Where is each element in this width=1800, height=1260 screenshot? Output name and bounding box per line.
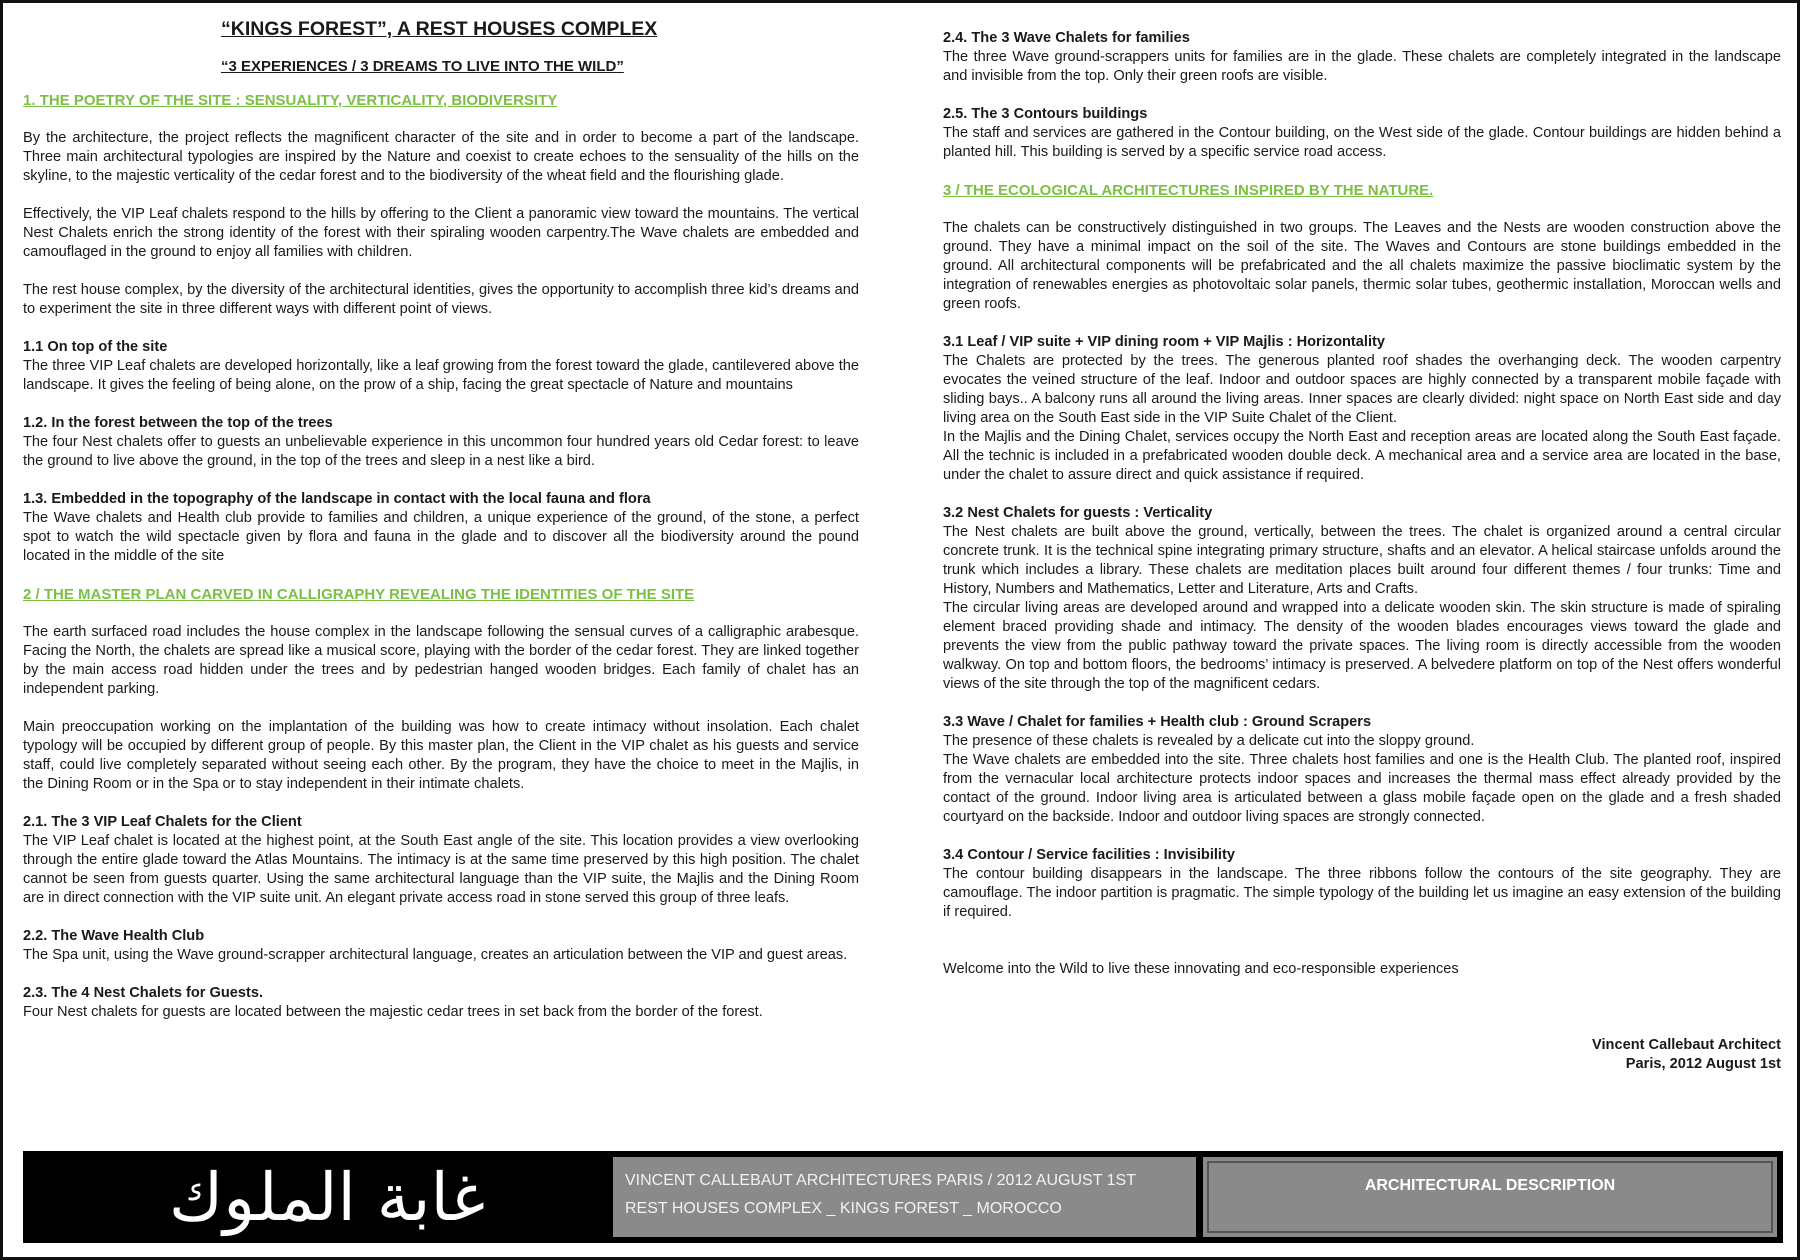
subsection-heading: 1.1 On top of the site	[23, 339, 168, 355]
subsection-text: Four Nest chalets for guests are located between the majestic cedar trees in set back from the border of the forest.	[23, 1004, 763, 1020]
footer-line-1: VINCENT CALLEBAUT ARCHITECTURES PARIS / 2012 AUGUST 1ST	[625, 1172, 1136, 1189]
subsection-heading: 2.3. The 4 Nest Chalets for Guests.	[23, 985, 264, 1001]
subsection-text: The circular living areas are developed around and wrapped into a delicate wooden skin. The skin structure is made of spiraling element braced providing shade and intimacy. The density of the wooden blades encourages views toward the glade and prevents the view from the public pathway toward the private spaces. The living room is directly accessible from the wooden walkway. On top and bottom floors, the bedrooms’ intimacy is preserved. A belvedere platform on top of the Nest offers wonderful views of the site through the top of the magnificent cedars.	[943, 600, 1781, 692]
subsection-2-3	[23, 984, 859, 1022]
subsection-heading: 1.2. In the forest between the top of the trees	[23, 415, 333, 431]
subsection-heading: 3.4 Contour / Service facilities : Invisibility	[943, 847, 1235, 863]
subsection-text: The four Nest chalets offer to guests an unbelievable experience in this uncommon four hundred years old Cedar forest: to leave the ground to live above the ground, in the top of the trees and sleep in a nest like a bird.	[23, 434, 859, 469]
signature-name: Vincent Callebaut Architect	[1592, 1037, 1781, 1053]
signature	[943, 1036, 1781, 1074]
subsection-text: The three Wave ground-scrappers units for families are in the glade. These chalets are completely integrated in the landscape and invisible from the top. Only their green roofs are visible.	[943, 49, 1781, 84]
footer-label: ARCHITECTURAL DESCRIPTION	[1207, 1161, 1773, 1233]
section-3-heading: 3 / THE ECOLOGICAL ARCHITECTURES INSPIRED BY THE NATURE.	[943, 182, 1434, 199]
subsection-text: The Spa unit, using the Wave ground-scrapper architectural language, creates an articulation between the VIP and guest areas.	[23, 947, 848, 963]
footer-label-panel	[1203, 1157, 1777, 1237]
subsection-2-5	[943, 105, 1781, 162]
subsection-3-3	[943, 713, 1781, 827]
subsection-1-1	[23, 338, 859, 395]
subsection-text: The three VIP Leaf chalets are developed horizontally, like a leaf growing from the forest toward the glade, cantilevered above the landscape. It gives the feeling of being alone, on the prow of a ship, facing the great spectacle of Nature and mountains	[23, 358, 859, 393]
left-column	[23, 17, 859, 1041]
footer-info-panel	[613, 1157, 1196, 1237]
subsection-1-2	[23, 414, 859, 471]
paragraph: By the architecture, the project reflects the magnificent character of the site and in order to become a part of the landscape. Three main architectural typologies are inspired by the Nature and coexist to create echoes to the sensuality of the hills on the skyline, to the majestic verticality of the cedar forest and to the biodiversity of the wheat field and the flourishing glade.	[23, 130, 859, 184]
subsection-heading: 3.1 Leaf / VIP suite + VIP dining room + VIP Majlis : Horizontality	[943, 334, 1385, 350]
paragraph: The rest house complex, by the diversity of the architectural identities, gives the opportunity to accomplish three kid’s dreams and to experiment the site in three different ways with different point of views.	[23, 282, 859, 317]
subsection-text: The Wave chalets are embedded into the site. Three chalets host families and one is the Health Club. The planted roof, inspired from the vernacular local architecture protects indoor spaces and increases the thermal mass effect already provided by the contact of the ground. Indoor living area is articulated between a glass mobile façade open on the glade and a fresh shaded courtyard on the backside. Indoor and outdoor living spaces are strongly connected.	[943, 752, 1781, 825]
document-title: “KINGS FOREST”, A REST HOUSES COMPLEX	[221, 18, 658, 40]
subsection-2-4	[943, 29, 1781, 86]
paragraph: The earth surfaced road includes the house complex in the landscape following the sensual curves of a calligraphic arabesque. Facing the North, the chalets are spread like a musical score, playing with the border of the cedar forest. They are linked together by the main access road hidden under the trees and by pedestrian hanged wooden bridges. Each family of chalet has an independent parking.	[23, 624, 859, 697]
subsection-2-1	[23, 813, 859, 908]
subsection-heading: 2.5. The 3 Contours buildings	[943, 106, 1148, 122]
subsection-text: The Nest chalets are built above the ground, vertically, between the trees. The chalet is organized around a central circular concrete trunk. It is the technical spine integrating primary structure, shafts and an elevator. A helical staircase unfolds around the trunk which includes a library. These chalets are meditation places built around four different themes / four trunks: Time and History, Numbers and Mathematics, Letter and Literature, Arts and Crafts.	[943, 524, 1781, 597]
closing-line: Welcome into the Wild to live these innovating and eco-responsible experiences	[943, 961, 1459, 977]
subsection-text: The Wave chalets and Health club provide to families and children, a unique experience of the ground, of the stone, a perfect spot to watch the wild spectacle given by flora and fauna in the glade and to discover all the biodiversity around the pound located in the middle of the site	[23, 510, 859, 564]
paragraph: Effectively, the VIP Leaf chalets respond to the hills by offering to the Client a panoramic view toward the mountains. The vertical Nest Chalets enrich the strong identity of the forest with their spiraling wooden carpentry.The Wave chalets are embedded and camouflaged in the ground to enjoy all families with children.	[23, 206, 859, 260]
subsection-text: The staff and services are gathered in the Contour building, on the West side of the glade. Contour buildings are hidden behind a planted hill. This building is served by a specific service road access.	[943, 125, 1781, 160]
subsection-heading: 3.2 Nest Chalets for guests : Verticality	[943, 505, 1213, 521]
paragraph: The chalets can be constructively distinguished in two groups. The Leaves and the Nests are wooden construction above the ground. They have a minimal impact on the soil of the site. The Waves and Contours are stone buildings embedded in the ground. All architectural components will be prefabricated and the all chalets maximize the passive bioclimatic system by the integration of renewables energies as photovoltaic solar panels, thermic solar tubes, geothermic installation, Moroccan wells and green roofs.	[943, 220, 1781, 312]
subsection-text: The presence of these chalets is revealed by a delicate cut into the sloppy ground.	[943, 733, 1475, 749]
subsection-2-2	[23, 927, 859, 965]
subsection-3-4	[943, 846, 1781, 922]
subsection-text: The contour building disappears in the landscape. The three ribbons follow the contours of the site geography. They are camouflage. The indoor partition is pragmatic. The simple typology of the building let us imagine an easy extension of the building if required.	[943, 866, 1781, 920]
footer-banner	[23, 1151, 1783, 1243]
subsection-text: In the Majlis and the Dining Chalet, services occupy the North East and reception areas are located along the South East façade. All the technic is included in a prefabricated wooden double deck. A mechanical area and a service area are located in the base, under the chalet to assure direct and quick assistance if required.	[943, 429, 1781, 483]
subsection-heading: 2.2. The Wave Health Club	[23, 928, 205, 944]
arabic-logo: غابة الملوك	[168, 1158, 486, 1236]
document-subtitle: “3 EXPERIENCES / 3 DREAMS TO LIVE INTO THE WILD”	[221, 58, 624, 75]
section-2-heading: 2 / THE MASTER PLAN CARVED IN CALLIGRAPHY REVEALING THE IDENTITIES OF THE SITE	[23, 586, 695, 603]
footer-line-2: REST HOUSES COMPLEX _ KINGS FOREST _ MOROCCO	[625, 1200, 1062, 1217]
section-1-heading: 1. THE POETRY OF THE SITE : SENSUALITY, VERTICALITY, BIODIVERSITY	[23, 92, 558, 109]
subsection-heading: 2.4. The 3 Wave Chalets for families	[943, 30, 1190, 46]
right-column	[943, 29, 1781, 1074]
subsection-heading: 1.3. Embedded in the topography of the landscape in contact with the local fauna and flora	[23, 491, 651, 507]
subsection-1-3	[23, 490, 859, 566]
subsection-3-2	[943, 504, 1781, 694]
subsection-heading: 2.1. The 3 VIP Leaf Chalets for the Client	[23, 814, 302, 830]
signature-place-date: Paris, 2012 August 1st	[1625, 1056, 1781, 1072]
paragraph: Main preoccupation working on the implantation of the building was how to create intimacy without insolation. Each chalet typology will be occupied by different group of people. By this master plan, the Client in the VIP chalet as his guests and service staff, could live completely separated without seeing each other. By the program, they have the choice to meet in the Majlis, in the Dining Room or in the Spa or to stay independent in their intimate chalets.	[23, 719, 859, 792]
subsection-text: The VIP Leaf chalet is located at the highest point, at the South East angle of the site. This location provides a view overlooking through the entire glade toward the Atlas Mountains. The intimacy is at the same time preserved by this high position. The chalet cannot be seen from guests quarter. Using the same architectural language than the VIP suite, the Majlis and the Dining Room are in direct connection with the VIP suite unit. An elegant private access road in stone served this group of three leafs.	[23, 833, 859, 906]
subsection-heading: 3.3 Wave / Chalet for families + Health club : Ground Scrapers	[943, 714, 1372, 730]
subsection-3-1	[943, 333, 1781, 485]
subsection-text: The Chalets are protected by the trees. The generous planted roof shades the overhanging deck. The wooden carpentry evocates the veined structure of the leaf. Indoor and outdoor spaces are highly connected by a transparent mobile façade with sliding bays.. A balcony runs all around the living areas. Inner spaces are clearly divided: night space on North East side and day living area on the South East side in the VIP Suite Chalet of the Client.	[943, 353, 1781, 426]
